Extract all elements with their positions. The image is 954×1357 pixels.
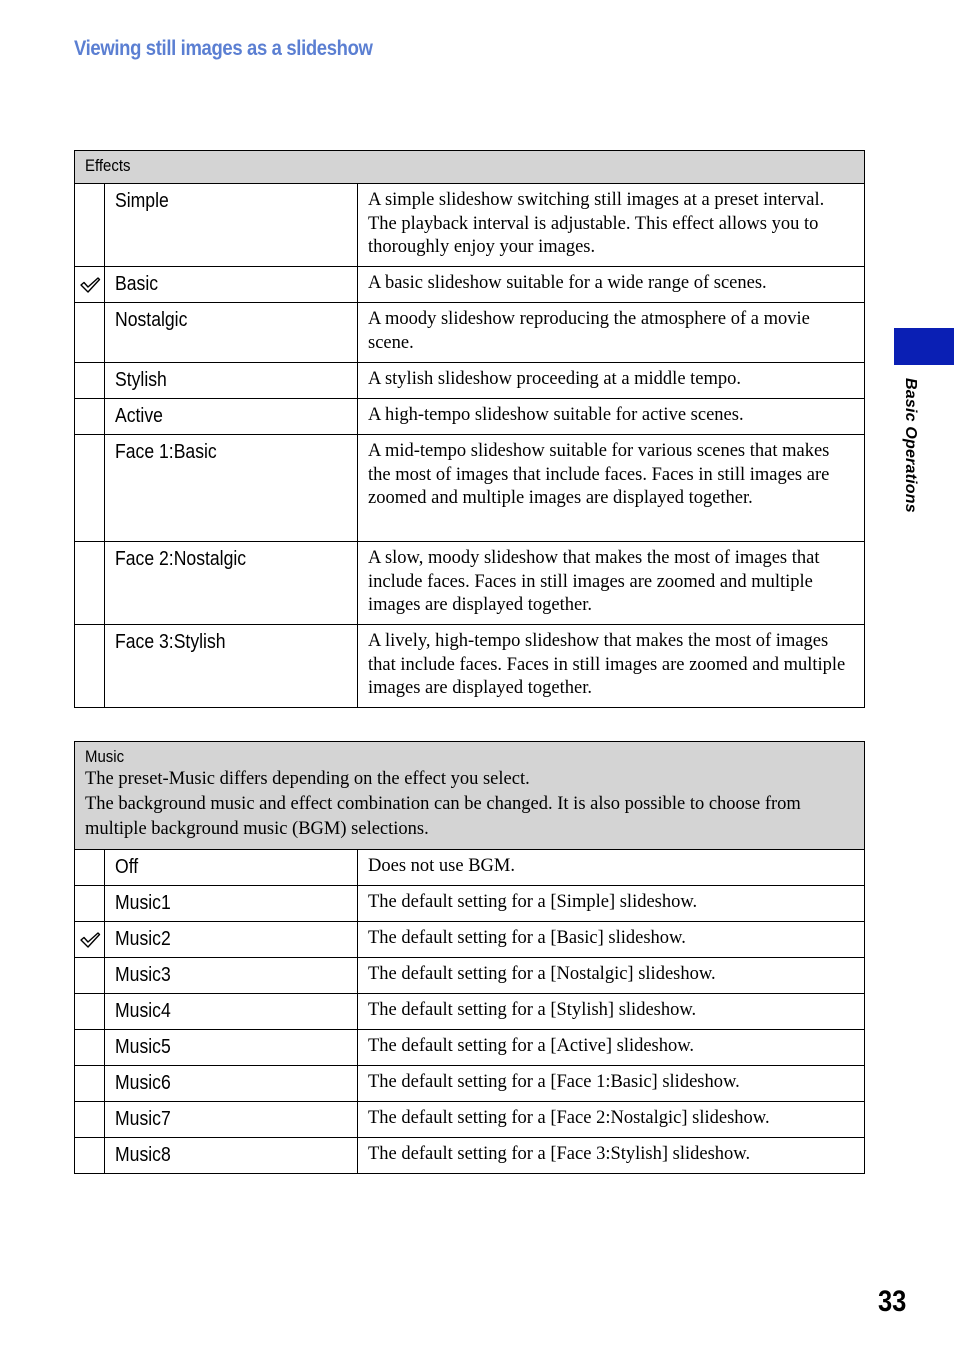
option-name: Active (115, 405, 163, 427)
option-description: A slow, moody slideshow that makes the most of images that include faces. Faces in still images are zoomed and multiple images are displayed together. (358, 542, 865, 625)
selection-cell (75, 850, 105, 886)
option-description: The default setting for a [Nostalgic] slideshow. (358, 958, 865, 994)
option-description: The default setting for a [Face 2:Nostalgic] slideshow. (358, 1102, 865, 1138)
music-row (75, 994, 865, 1030)
option-name: Music2 (115, 928, 171, 950)
music-row (75, 1030, 865, 1066)
selection-cell (75, 542, 105, 625)
music-row (75, 922, 865, 958)
selection-cell (75, 1102, 105, 1138)
option-description: A basic slideshow suitable for a wide range of scenes. (358, 267, 865, 303)
option-description: The default setting for a [Face 3:Stylish] slideshow. (358, 1138, 865, 1174)
option-name-cell (105, 435, 358, 542)
option-name: Simple (115, 190, 169, 212)
option-name-cell (105, 994, 358, 1030)
option-description: The default setting for a [Face 1:Basic] slideshow. (358, 1066, 865, 1102)
selection-cell (75, 958, 105, 994)
music-note-2: The background music and effect combination can be changed. It is also possible to choose from multiple background music (BGM) selections. (85, 794, 801, 839)
selection-cell (75, 1138, 105, 1174)
selection-cell (75, 886, 105, 922)
checkmark-icon (79, 276, 101, 294)
option-name-cell (105, 267, 358, 303)
option-name-cell (105, 958, 358, 994)
page-heading: Viewing still images as a slideshow (74, 37, 373, 60)
music-note-1: The preset-Music differs depending on the effect you select. (85, 769, 530, 789)
effects-row (75, 625, 865, 708)
option-description: A stylish slideshow proceeding at a middle tempo. (358, 363, 865, 399)
option-name-cell (105, 625, 358, 708)
selection-cell (75, 1030, 105, 1066)
music-row (75, 886, 865, 922)
option-name: Music7 (115, 1108, 171, 1130)
option-name: Face 3:Stylish (115, 631, 226, 653)
option-name-cell (105, 542, 358, 625)
page-number: 33 (878, 1285, 907, 1318)
option-name-cell (105, 886, 358, 922)
selection-cell (75, 435, 105, 542)
option-description: The default setting for a [Basic] slideshow. (358, 922, 865, 958)
effects-table (74, 150, 865, 708)
option-description: A moody slideshow reproducing the atmosphere of a movie scene. (358, 303, 865, 363)
selection-cell (75, 625, 105, 708)
option-name-cell (105, 399, 358, 435)
option-name-cell (105, 1102, 358, 1138)
effects-row (75, 184, 865, 267)
selection-cell (75, 267, 105, 303)
option-name: Off (115, 856, 139, 878)
option-name: Face 2:Nostalgic (115, 548, 247, 570)
music-row (75, 850, 865, 886)
effects-row (75, 399, 865, 435)
option-name-cell (105, 184, 358, 267)
option-description: Does not use BGM. (358, 850, 865, 886)
option-name: Music1 (115, 892, 171, 914)
selection-cell (75, 184, 105, 267)
music-header: Music (85, 747, 125, 766)
music-row (75, 958, 865, 994)
music-header-row (75, 742, 865, 850)
music-row (75, 1138, 865, 1174)
effects-row (75, 363, 865, 399)
selection-cell (75, 399, 105, 435)
music-row (75, 1102, 865, 1138)
selection-cell (75, 922, 105, 958)
section-tab-marker (894, 328, 954, 365)
option-description: A high-tempo slideshow suitable for active scenes. (358, 399, 865, 435)
checkmark-icon (79, 931, 101, 949)
option-name: Music6 (115, 1072, 171, 1094)
option-name: Face 1:Basic (115, 441, 217, 463)
section-tab-label: Basic Operations (902, 378, 919, 513)
effects-header: Effects (85, 156, 131, 175)
selection-cell (75, 363, 105, 399)
effects-header-cell (75, 151, 865, 184)
option-description: The default setting for a [Stylish] slideshow. (358, 994, 865, 1030)
option-name: Basic (115, 273, 159, 295)
effects-row (75, 303, 865, 363)
option-name-cell (105, 1066, 358, 1102)
option-name: Nostalgic (115, 309, 188, 331)
effects-header-row (75, 151, 865, 184)
selection-cell (75, 1066, 105, 1102)
option-name-cell (105, 303, 358, 363)
option-name: Music8 (115, 1144, 171, 1166)
music-header-cell (75, 742, 865, 850)
option-description: A mid-tempo slideshow suitable for various scenes that makes the most of images that include faces. Faces in still images are zoomed and multiple images are displayed together. (358, 435, 865, 542)
option-description: The default setting for a [Simple] slideshow. (358, 886, 865, 922)
option-description: A lively, high-tempo slideshow that makes the most of images that include faces. Faces in still images are zoomed and multiple images are displayed together. (358, 625, 865, 708)
option-name-cell (105, 850, 358, 886)
effects-row (75, 267, 865, 303)
selection-cell (75, 994, 105, 1030)
option-name: Music5 (115, 1036, 171, 1058)
option-name: Music3 (115, 964, 171, 986)
option-name: Music4 (115, 1000, 171, 1022)
option-name-cell (105, 922, 358, 958)
effects-row (75, 542, 865, 625)
option-description: The default setting for a [Active] slideshow. (358, 1030, 865, 1066)
option-name: Stylish (115, 369, 167, 391)
music-row (75, 1066, 865, 1102)
music-table (74, 741, 865, 1174)
option-name-cell (105, 363, 358, 399)
option-name-cell (105, 1138, 358, 1174)
effects-row (75, 435, 865, 542)
option-description: A simple slideshow switching still images at a preset interval. The playback interval is adjustable. This effect allows you to thoroughly enjoy your images. (358, 184, 865, 267)
selection-cell (75, 303, 105, 363)
option-name-cell (105, 1030, 358, 1066)
